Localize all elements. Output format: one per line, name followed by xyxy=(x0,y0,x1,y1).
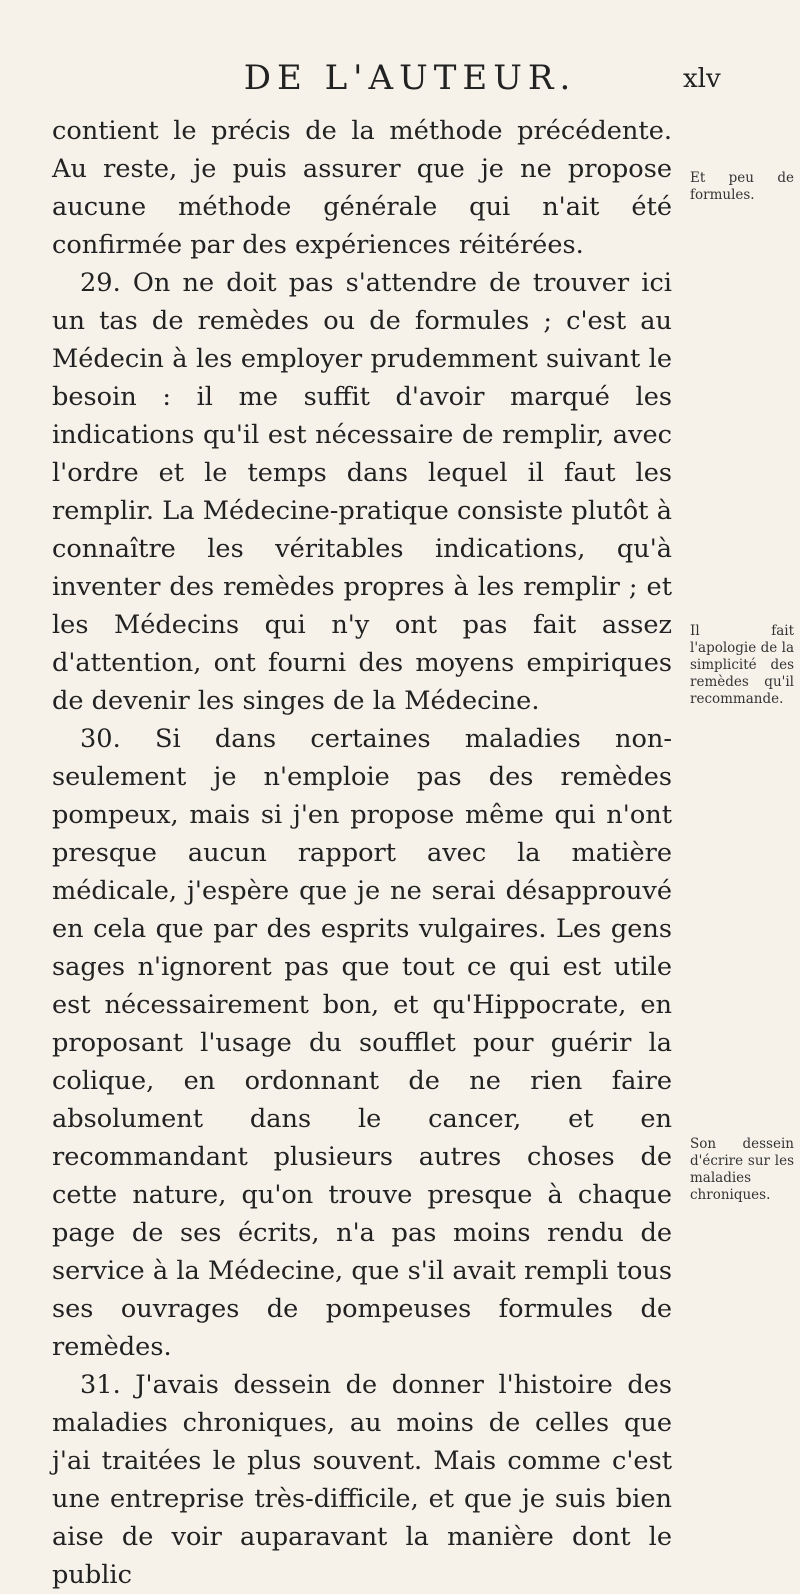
paragraph-continuation: contient le précis de la méthode précédente. Au reste, je puis assurer que je ne propose aucune méthode générale qui n'ait été confirmée par des expériences réitérées. xyxy=(52,116,672,260)
margin-note-simplicity: Il fait l'apologie de la simplicité des remèdes qu'il recommande. xyxy=(690,623,794,707)
page-number: xlv xyxy=(683,64,721,94)
paragraph-29: 29. On ne doit pas s'attendre de trouver ici un tas de remèdes ou de formules ; c'est au Médecin à les employer prudemment suivant le besoin : il me suffit d'avoir marqué les indications qu'il est nécessaire de remplir, avec l'ordre et le temps dans lequel il faut les remplir. La Médecine-pratique consiste plutôt à connaître les véritables indications, qu'à inventer des remèdes propres à les remplir ; et les Médecins qui n'y ont pas fait assez d'attention, ont fourni des moyens empiriques de devenir les singes de la Médecine. xyxy=(52,268,672,716)
paragraph-31: 31. J'avais dessein de donner l'histoire des maladies chroniques, au moins de celles que j'ai traitées le plus souvent. Mais comme c'est une entreprise très-difficile, et que je suis bien aise de voir auparavant la manière dont le public xyxy=(52,1370,672,1590)
margin-note-chronic-diseases: Son dessein d'écrire sur les maladies chroniques. xyxy=(690,1136,794,1203)
running-header: DE L'AUTEUR. xyxy=(243,58,577,98)
margin-note-formulas: Et peu de formules. xyxy=(690,170,794,203)
main-text xyxy=(52,112,672,1594)
paragraph-30: 30. Si dans certaines maladies non-seulement je n'emploie pas des remèdes pompeux, mais si j'en propose même qui n'ont presque aucun rapport avec la matière médicale, j'espère que je ne serai désapprouvé en cela que par des esprits vulgaires. Les gens sages n'ignorent pas que tout ce qui est utile est nécessairement bon, et qu'Hippocrate, en proposant l'usage du soufflet pour guérir la colique, en ordonnant de ne rien faire absolument dans le cancer, et en recommandant plusieurs autres choses de cette nature, qu'on trouve presque à chaque page de ses écrits, n'a pas moins rendu de service à la Médecine, que s'il avait rempli tous ses ouvrages de pompeuses formules de remèdes. xyxy=(52,724,672,1362)
